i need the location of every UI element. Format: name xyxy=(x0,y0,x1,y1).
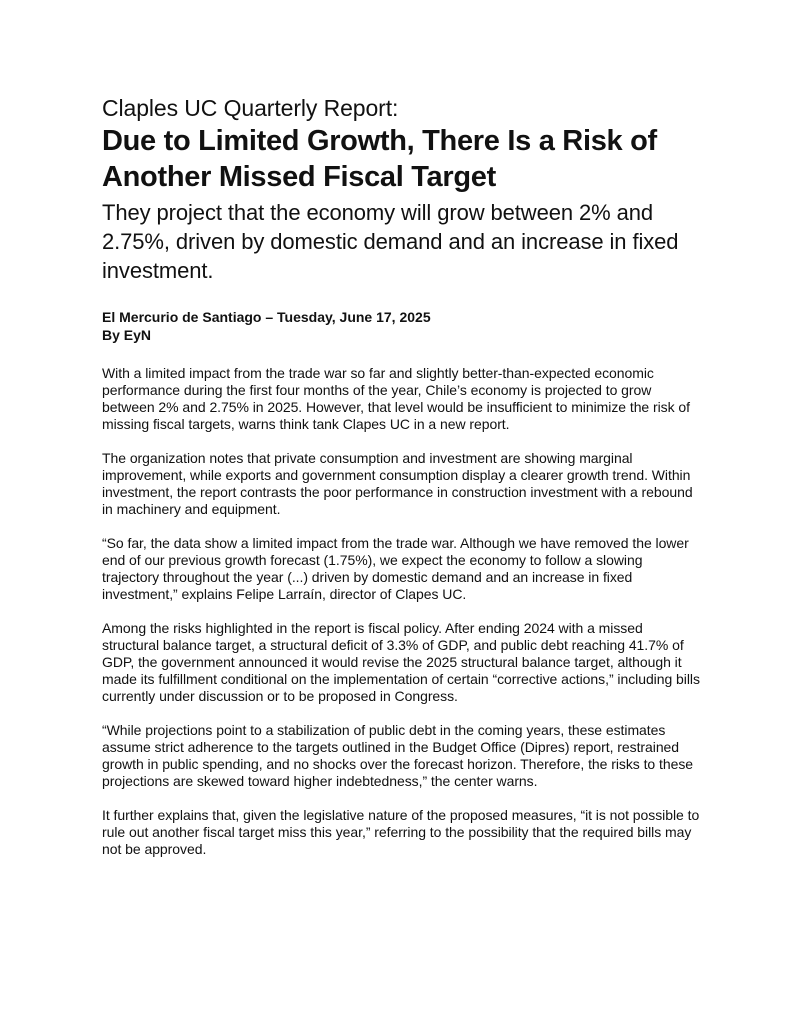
byline-block xyxy=(102,308,702,344)
body-paragraph: It further explains that, given the legislative nature of the proposed measures, “it is not possible to rule out another fiscal target miss this year,” referring to the possibility that the required bills may not be approved. xyxy=(102,807,700,857)
body-paragraph: The organization notes that private consumption and investment are showing marginal improvement, while exports and government consumption display a clearer growth trend. Within investment, the report contrasts the poor performance in construction investment with a rebound in machinery and equipment. xyxy=(102,450,693,517)
author-line: By EyN xyxy=(102,327,152,343)
body-paragraph: “While projections point to a stabilization of public debt in the coming years, these estimates assume strict adherence to the targets outlined in the Budget Office (Dipres) report, restrained growth in public spending, and no shocks over the forecast horizon. Therefore, the risks to these projections are skewed toward higher indebtedness,” the center warns. xyxy=(102,722,694,789)
article-deck: They project that the economy will grow between 2% and 2.75%, driven by domestic demand and an increase in fixed investment. xyxy=(102,200,679,283)
article xyxy=(102,94,702,875)
body-paragraph: With a limited impact from the trade war so far and slightly better-than-expected economic performance during the first four months of the year, Chile’s economy is projected to grow between 2% and 2.75% in 2025. However, that level would be insufficient to minimize the risk of missing fiscal targets, warns think tank Clapes UC in a new report. xyxy=(102,365,690,432)
article-body xyxy=(102,365,702,858)
source-line: El Mercurio de Santiago – Tuesday, June 17, 2025 xyxy=(102,309,431,325)
body-paragraph: “So far, the data show a limited impact from the trade war. Although we have removed the lower end of our previous growth forecast (1.75%), we expect the economy to follow a slowing trajectory throughout the year (...) driven by domestic demand and an increase in fixed investment,” explains Felipe Larraín, director of Clapes UC. xyxy=(102,535,689,602)
body-paragraph: Among the risks highlighted in the report is fiscal policy. After ending 2024 with a missed structural balance target, a structural deficit of 3.3% of GDP, and public debt reaching 41.7% of GDP, the government announced it would revise the 2025 structural balance target, although it made its fulfillment conditional on the implementation of certain “corrective actions,” including bills currently under discussion or to be proposed in Congress. xyxy=(102,620,700,704)
article-headline: Due to Limited Growth, There Is a Risk of Another Missed Fiscal Target xyxy=(102,125,657,193)
article-kicker: Claples UC Quarterly Report: xyxy=(102,95,399,121)
